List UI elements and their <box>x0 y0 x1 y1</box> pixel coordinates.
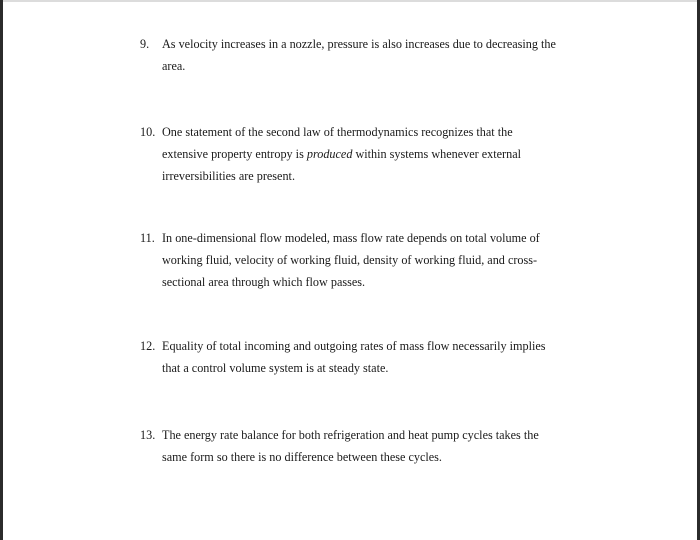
question-text: extensive property entropy is <box>162 147 307 161</box>
question-11 <box>140 227 580 293</box>
question-11-line-3: sectional area through which flow passes. <box>162 275 366 289</box>
question-text: One statement of the second law of thermodynamics recognizes that the <box>162 125 513 139</box>
question-12 <box>140 335 580 379</box>
question-10-line-1 <box>140 121 580 143</box>
question-9-line-1 <box>140 33 580 55</box>
question-text: The energy rate balance for both refrigeration and heat pump cycles takes the <box>162 428 539 442</box>
question-9-line-2: area. <box>162 59 186 73</box>
question-10-line-2 <box>140 143 580 165</box>
question-13-line-2: same form so there is no difference between these cycles. <box>162 450 442 464</box>
page-left-border <box>0 0 3 540</box>
question-number: 12. <box>140 339 156 353</box>
question-11-line-2: working fluid, velocity of working fluid, density of working fluid, and cross- <box>162 253 538 267</box>
emphasized-word: produced <box>306 147 353 161</box>
question-text: Equality of total incoming and outgoing rates of mass flow necessarily implies <box>162 339 546 353</box>
question-number: 9. <box>140 37 150 51</box>
question-text: As velocity increases in a nozzle, pressure is also increases due to decreasing the <box>162 37 556 51</box>
question-13-line-1 <box>140 424 580 446</box>
question-11-line-1 <box>140 227 580 249</box>
question-12-line-1 <box>140 335 580 357</box>
question-text: within systems whenever external <box>352 147 521 161</box>
question-12-line-2: that a control volume system is at steady state. <box>162 361 389 375</box>
page-top-edge <box>0 0 700 2</box>
question-10-line-3: irreversibilities are present. <box>162 169 295 183</box>
question-number: 10. <box>140 125 156 139</box>
question-number: 11. <box>140 231 155 245</box>
question-13 <box>140 424 580 468</box>
question-10 <box>140 121 580 187</box>
question-text: In one-dimensional flow modeled, mass flow rate depends on total volume of <box>162 231 540 245</box>
question-number: 13. <box>140 428 156 442</box>
question-9 <box>140 33 580 77</box>
